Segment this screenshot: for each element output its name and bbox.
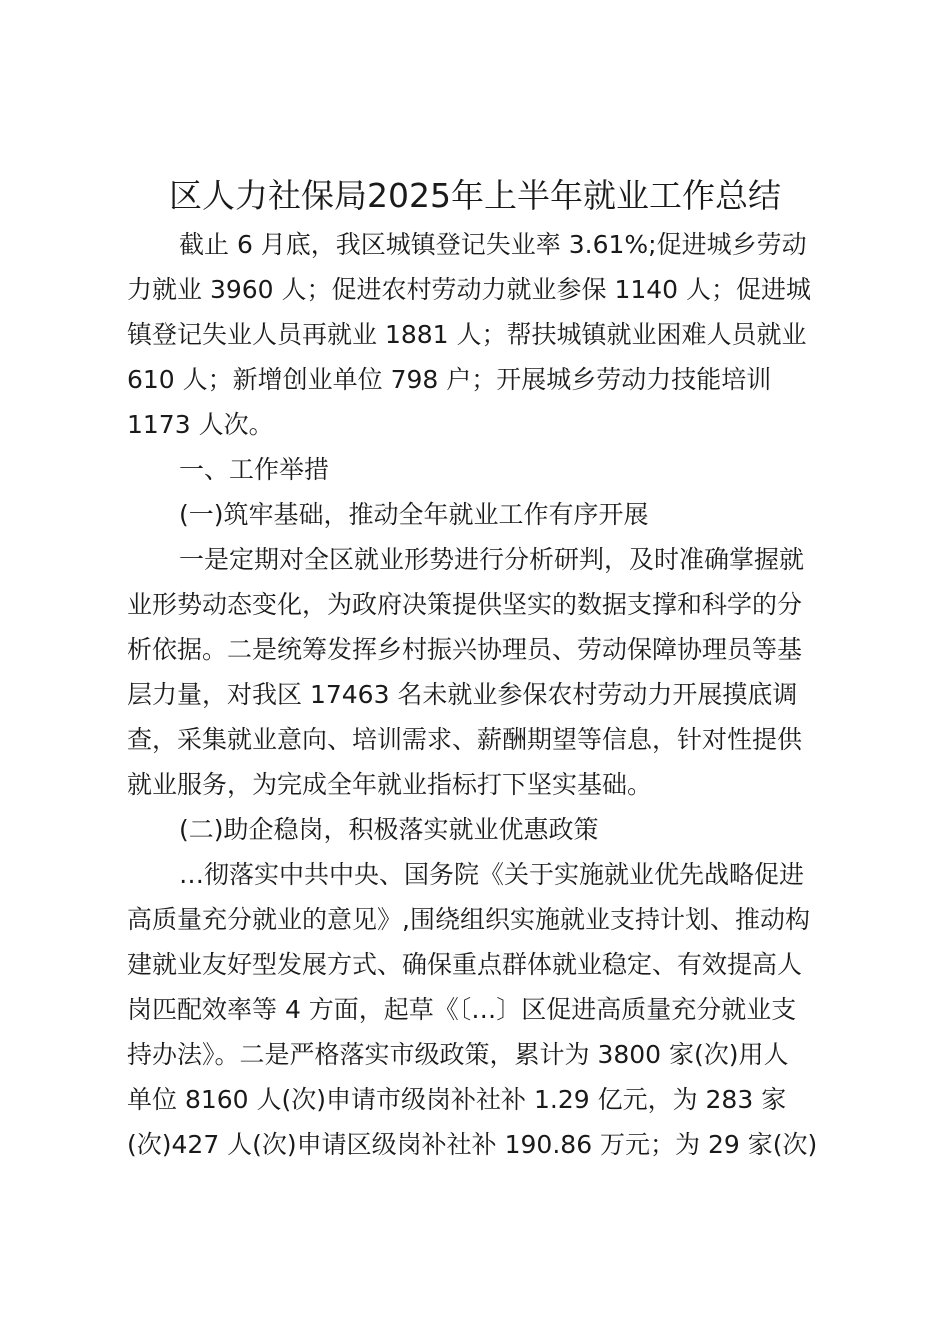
text-line: 高质量充分就业的意见》,围绕组织实施就业支持计划、推动构: [127, 905, 810, 934]
text-line: 析依据。二是统筹发挥乡村振兴协理员、劳动保障协理员等基: [127, 635, 803, 664]
text-line: 岗匹配效率等 4 方面，起草《〔…〕区促进高质量充分就业支: [127, 995, 797, 1024]
text-line: 查，采集就业意向、培训需求、薪酬期望等信息，针对性提供: [127, 725, 803, 754]
text-line: 镇登记失业人员再就业 1881 人；帮扶城镇就业困难人员就业: [127, 320, 807, 349]
document-title: 区人力社保局2025年上半年就业工作总结: [169, 176, 781, 215]
text-line: 就业服务，为完成全年就业指标打下坚实基础。: [127, 770, 653, 799]
document-body: [127, 222, 832, 1167]
text-line: 层力量，对我区 17463 名未就业参保农村劳动力开展摸底调: [127, 680, 798, 709]
text-line: 一是定期对全区就业形势进行分析研判，及时准确掌握就: [179, 545, 805, 574]
text-line: 1173 人次。: [127, 410, 274, 439]
text-line: 力就业 3960 人；促进农村劳动力就业参保 1140 人；促进城: [127, 275, 812, 304]
text-line: 建就业友好型发展方式、确保重点群体就业稳定、有效提高人: [127, 950, 803, 979]
text-line: 业形势动态变化，为政府决策提供坚实的数据支撑和科学的分: [127, 590, 803, 619]
text-line: 截止 6 月底，我区城镇登记失业率 3.61%;促进城乡劳动: [179, 230, 807, 259]
text-line: (二)助企稳岗，积极落实就业优惠政策: [179, 815, 599, 844]
text-line: 单位 8160 人(次)申请市级岗补社补 1.29 亿元，为 283 家: [127, 1085, 787, 1114]
text-line: …彻落实中共中央、国务院《关于实施就业优先战略促进: [179, 860, 805, 889]
text-line: 610 人；新增创业单位 798 户；开展城乡劳动力技能培训: [127, 365, 772, 394]
text-line: 持办法》。二是严格落实市级政策，累计为 3800 家(次)用人: [127, 1040, 789, 1069]
text-line: (一)筑牢基础，推动全年就业工作有序开展: [179, 500, 649, 529]
text-line: 一、工作举措: [179, 455, 330, 484]
text-line: (次)427 人(次)申请区级岗补社补 190.86 万元；为 29 家(次): [127, 1130, 818, 1159]
